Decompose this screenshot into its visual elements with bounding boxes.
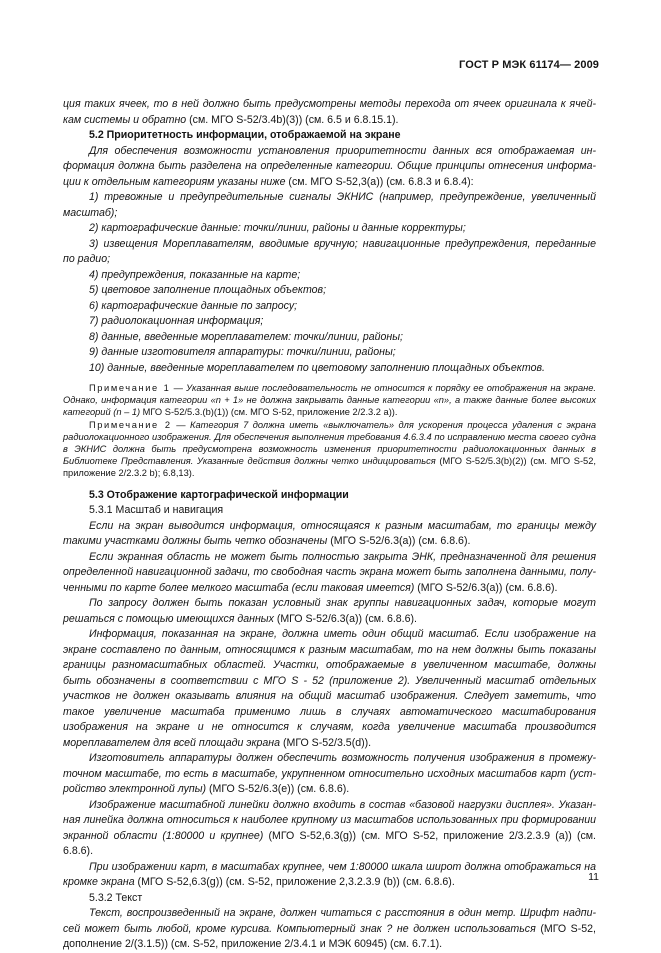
category-item: 2) картографические данные: точки/линии, районы и данные корректуры;: [89, 222, 466, 234]
section-5-2-title: 5.2 Приоритетность информации, отображаемой на экране: [89, 129, 401, 141]
category-item: 10) данные, введенные мореплавателем по цветовому заполнению площадных объектов.: [89, 361, 545, 374]
page-content: [63, 97, 596, 953]
category-item: 4) предупреждения, показанные на карте;: [89, 268, 301, 281]
category-item: 1) тревожные и предупредительные сигналы ЭКНИС (например, предупреждение, увеличенный масштаб);: [63, 191, 596, 219]
body-paragraph: Если на экран выводится информация, относящаяся к разным масштабам, то границы между такими участками должны быть четко обозначены (МГО S-52/6.3(а)) (см. 6.8.6).: [63, 519, 596, 548]
body-paragraph: Если экранная область не может быть полностью закрыта ЭНК, предназначенной для решения определенной навигационной задачи, то свободная часть экрана может быть заполнена данными, полученными по карте более мелкого масштаба (если таковая имеется) (МГО S-52/6.3(а)) (см. 6.8.6).: [63, 550, 596, 594]
body-paragraph: При изображении карт, в масштабах крупнее, чем 1:80000 шкала широт должна отображаться на кромке экрана (МГО S-52,6.3(g)) (см. S-52, приложение 2,3.2.3.9 (b)) (см. 6.8.6).: [63, 860, 596, 889]
subsection-5-3-2-title: 5.3.2 Текст: [89, 891, 143, 904]
category-item: 6) картографические данные по запросу;: [89, 299, 298, 312]
body-paragraph: Текст, воспроизведенный на экране, должен читаться с расстояния в один метр. Шрифт надписей может быть любой, кроме курсива. Компьютерный знак ? не должен использоваться (МГО S-52, дополнение 2/(3.1.5)) (см. S-52, приложение 2/3.4.1 и МЭК 60945) (см. 6.7.1).: [63, 907, 596, 951]
standard-header: ГОСТ Р МЭК 61174— 2009: [459, 59, 599, 71]
category-item: 5) цветовое заполнение площадных объектов;: [89, 284, 327, 296]
category-item: 3) извещения Мореплавателям, вводимые вручную; навигационные предупреждения, переданные по радио;: [63, 237, 596, 265]
subsection-5-3-1-title: 5.3.1 Масштаб и навигация: [89, 504, 224, 517]
continuation-paragraph: ция таких ячеек, то в ней должно быть предусмотрены методы перехода от ячеек оригинала к ячейкам системы и обратно (см. МГО S-52/3.4b)(3)) (см. 6.5 и 6.8.15.1).: [63, 98, 596, 126]
body-paragraph: По запросу должен быть показан условный знак группы навигационных задач, которые могут решаться с помощью имеющихся данных (МГО S-52/6.3(а)) (см. 6.8.6).: [63, 597, 596, 625]
category-item: 9) данные изготовителя аппаратуры: точки/линии, районы;: [89, 346, 396, 358]
category-item: 8) данные, введенные мореплавателем: точки/линии, районы;: [89, 330, 404, 343]
section-5-2-intro: Для обеспечения возможности установления приоритетности данных вся отображаемая информация должна быть разделена на определенные категории. Общие принципы отнесения информации к отдельным категориям указаны ниже (см. МГО S-52,3(а)) (см. 6.8.3 и 6.8.4):: [63, 144, 596, 188]
body-paragraph: Изображение масштабной линейки должно входить в состав «базовой нагрузки дисплея». Указанная линейка должна относиться к наиболее крупному из масштабов использованных при формировании экранной области (1:80000 и крупнее) (МГО S-52,6.3(g)) (см. МГО S-52, приложение 2/3.2.3.9 (a)) (см. 6.8.6).: [63, 798, 597, 858]
page-number: 11: [588, 871, 599, 883]
note-1: Примечание 1 — Указанная выше последовательность не относится к порядку ее отображения на экране. Однако, информация категории «n + 1» не должна закрывать данные категории «n», а также данные более высоких категорий (n – 1) МГО S-52/5.3.(b)(1)) (см. МГО S-52, приложение 2/2.3.2 a)).: [63, 383, 596, 418]
note-2: Примечание 2 — Категория 7 должна иметь «выключатель» для ускорения процесса удаления с экрана радиолокационного изображения. Для обеспечения выполнения требования 4.6.3.4 по исправлению места своего судна в ЭКНИС должна быть предусмотрена возможность изменения приоритетности радиолокационных данных в Библиотеке Представления. Указанные действия должны четко индицироваться (МГО S-52/5.3(b)(2)) (см. МГО S-52, приложение 2/2.3.2 b); 6.8,13).: [63, 419, 596, 479]
body-paragraph: Информация, показанная на экране, должна иметь один общий масштаб. Если изображение на экране составлено по данным, относящимся к разным масштабам, то на нем должны быть показаны границы разномасштабных областей. Участки, отображаемые в увеличенном масштабе, должны быть обозначены в соответствии с МГО S - 52 (приложение 2). Увеличенный масштаб отдельных участков не должен оказывать влияния на общий масштаб изображения. Следует заметить, что такое увеличение масштаба применимо лишь в случаях автоматического масштабирования изображения на экране и не относится к случаям, когда увеличение масштаба производится мореплавателем для всей площади экрана (МГО S-52/3.5(d)).: [63, 628, 596, 749]
section-5-3-title: 5.3 Отображение картографической информации: [89, 488, 349, 501]
notes-block: [63, 382, 596, 480]
category-item: 7) радиолокационная информация;: [89, 315, 264, 327]
body-paragraph: Изготовитель аппаратуры должен обеспечить возможность получения изображения в промежуточном масштабе, то есть в масштабе, укрупненном относительно исходных масштабов карт (устройство электронной лупы) (МГО S-52/6.3(е)) (см. 6.8.6).: [63, 752, 596, 796]
